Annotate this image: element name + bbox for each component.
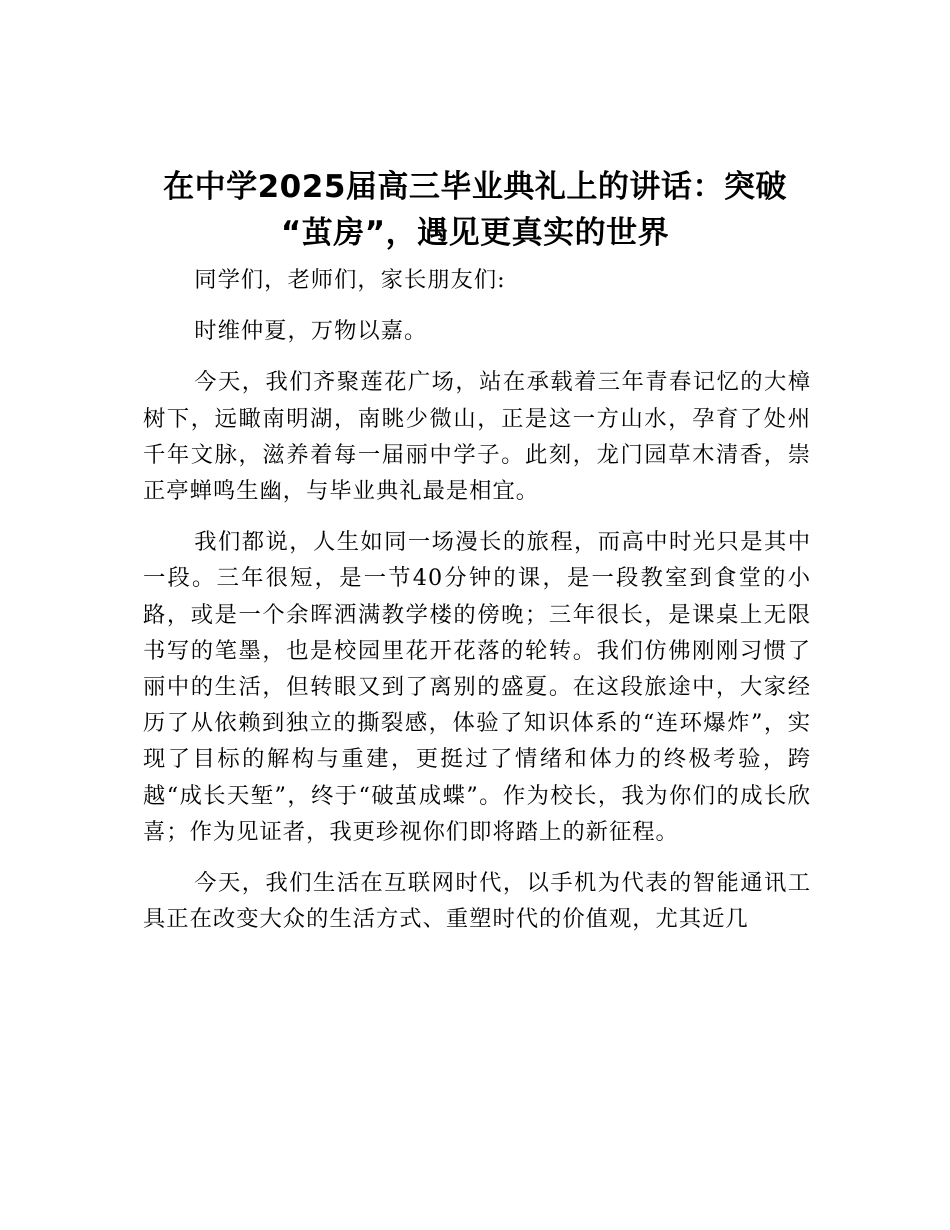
opening-line: 时维仲夏，万物以嘉。	[194, 318, 428, 345]
paragraph: 我们都说，人生如同一场漫长的旅程，而高中时光只是其中一段。三年很短，是一节40分钟的课，是一段教室到食堂的小路，或是一个余晖洒满教学楼的傍晚；三年很长，是课桌上无限书写的笔墨，也是校园里花开花落的轮转。我们仿佛刚刚习惯了丽中的生活，但转眼又到了离别的盛夏。在这段旅途中，大家经历了从依赖到独立的撕裂感，体验了知识体系的“连环爆炸”，实现了目标的解构与重建，更挺过了情绪和体力的终极考验，跨越“成长天堑”，终于“破茧成蝶”。作为校长，我为你们的成长欣喜；作为见证者，我更珍视你们即将踏上的新征程。	[143, 529, 811, 845]
title-line-1: 在中学2025届高三毕业典礼上的讲话：突破	[163, 169, 787, 205]
document-body	[143, 262, 811, 952]
paragraph: 今天，我们齐聚莲花广场，站在承载着三年青春记忆的大樟树下，远瞰南明湖，南眺少微山，正是这一方山水，孕育了处州千年文脉，滋养着每一届丽中学子。此刻，龙门园草木清香，崇正亭蝉鸣生幽，与毕业典礼最是相宜。	[143, 369, 811, 505]
document-title	[140, 164, 810, 256]
paragraph: 今天，我们生活在互联网时代，以手机为代表的智能通讯工具正在改变大众的生活方式、重塑时代的价值观，尤其近几	[143, 870, 811, 933]
title-line-2: “茧房”，遇见更真实的世界	[280, 215, 670, 251]
salutation: 同学们，老师们，家长朋友们:	[194, 267, 506, 293]
